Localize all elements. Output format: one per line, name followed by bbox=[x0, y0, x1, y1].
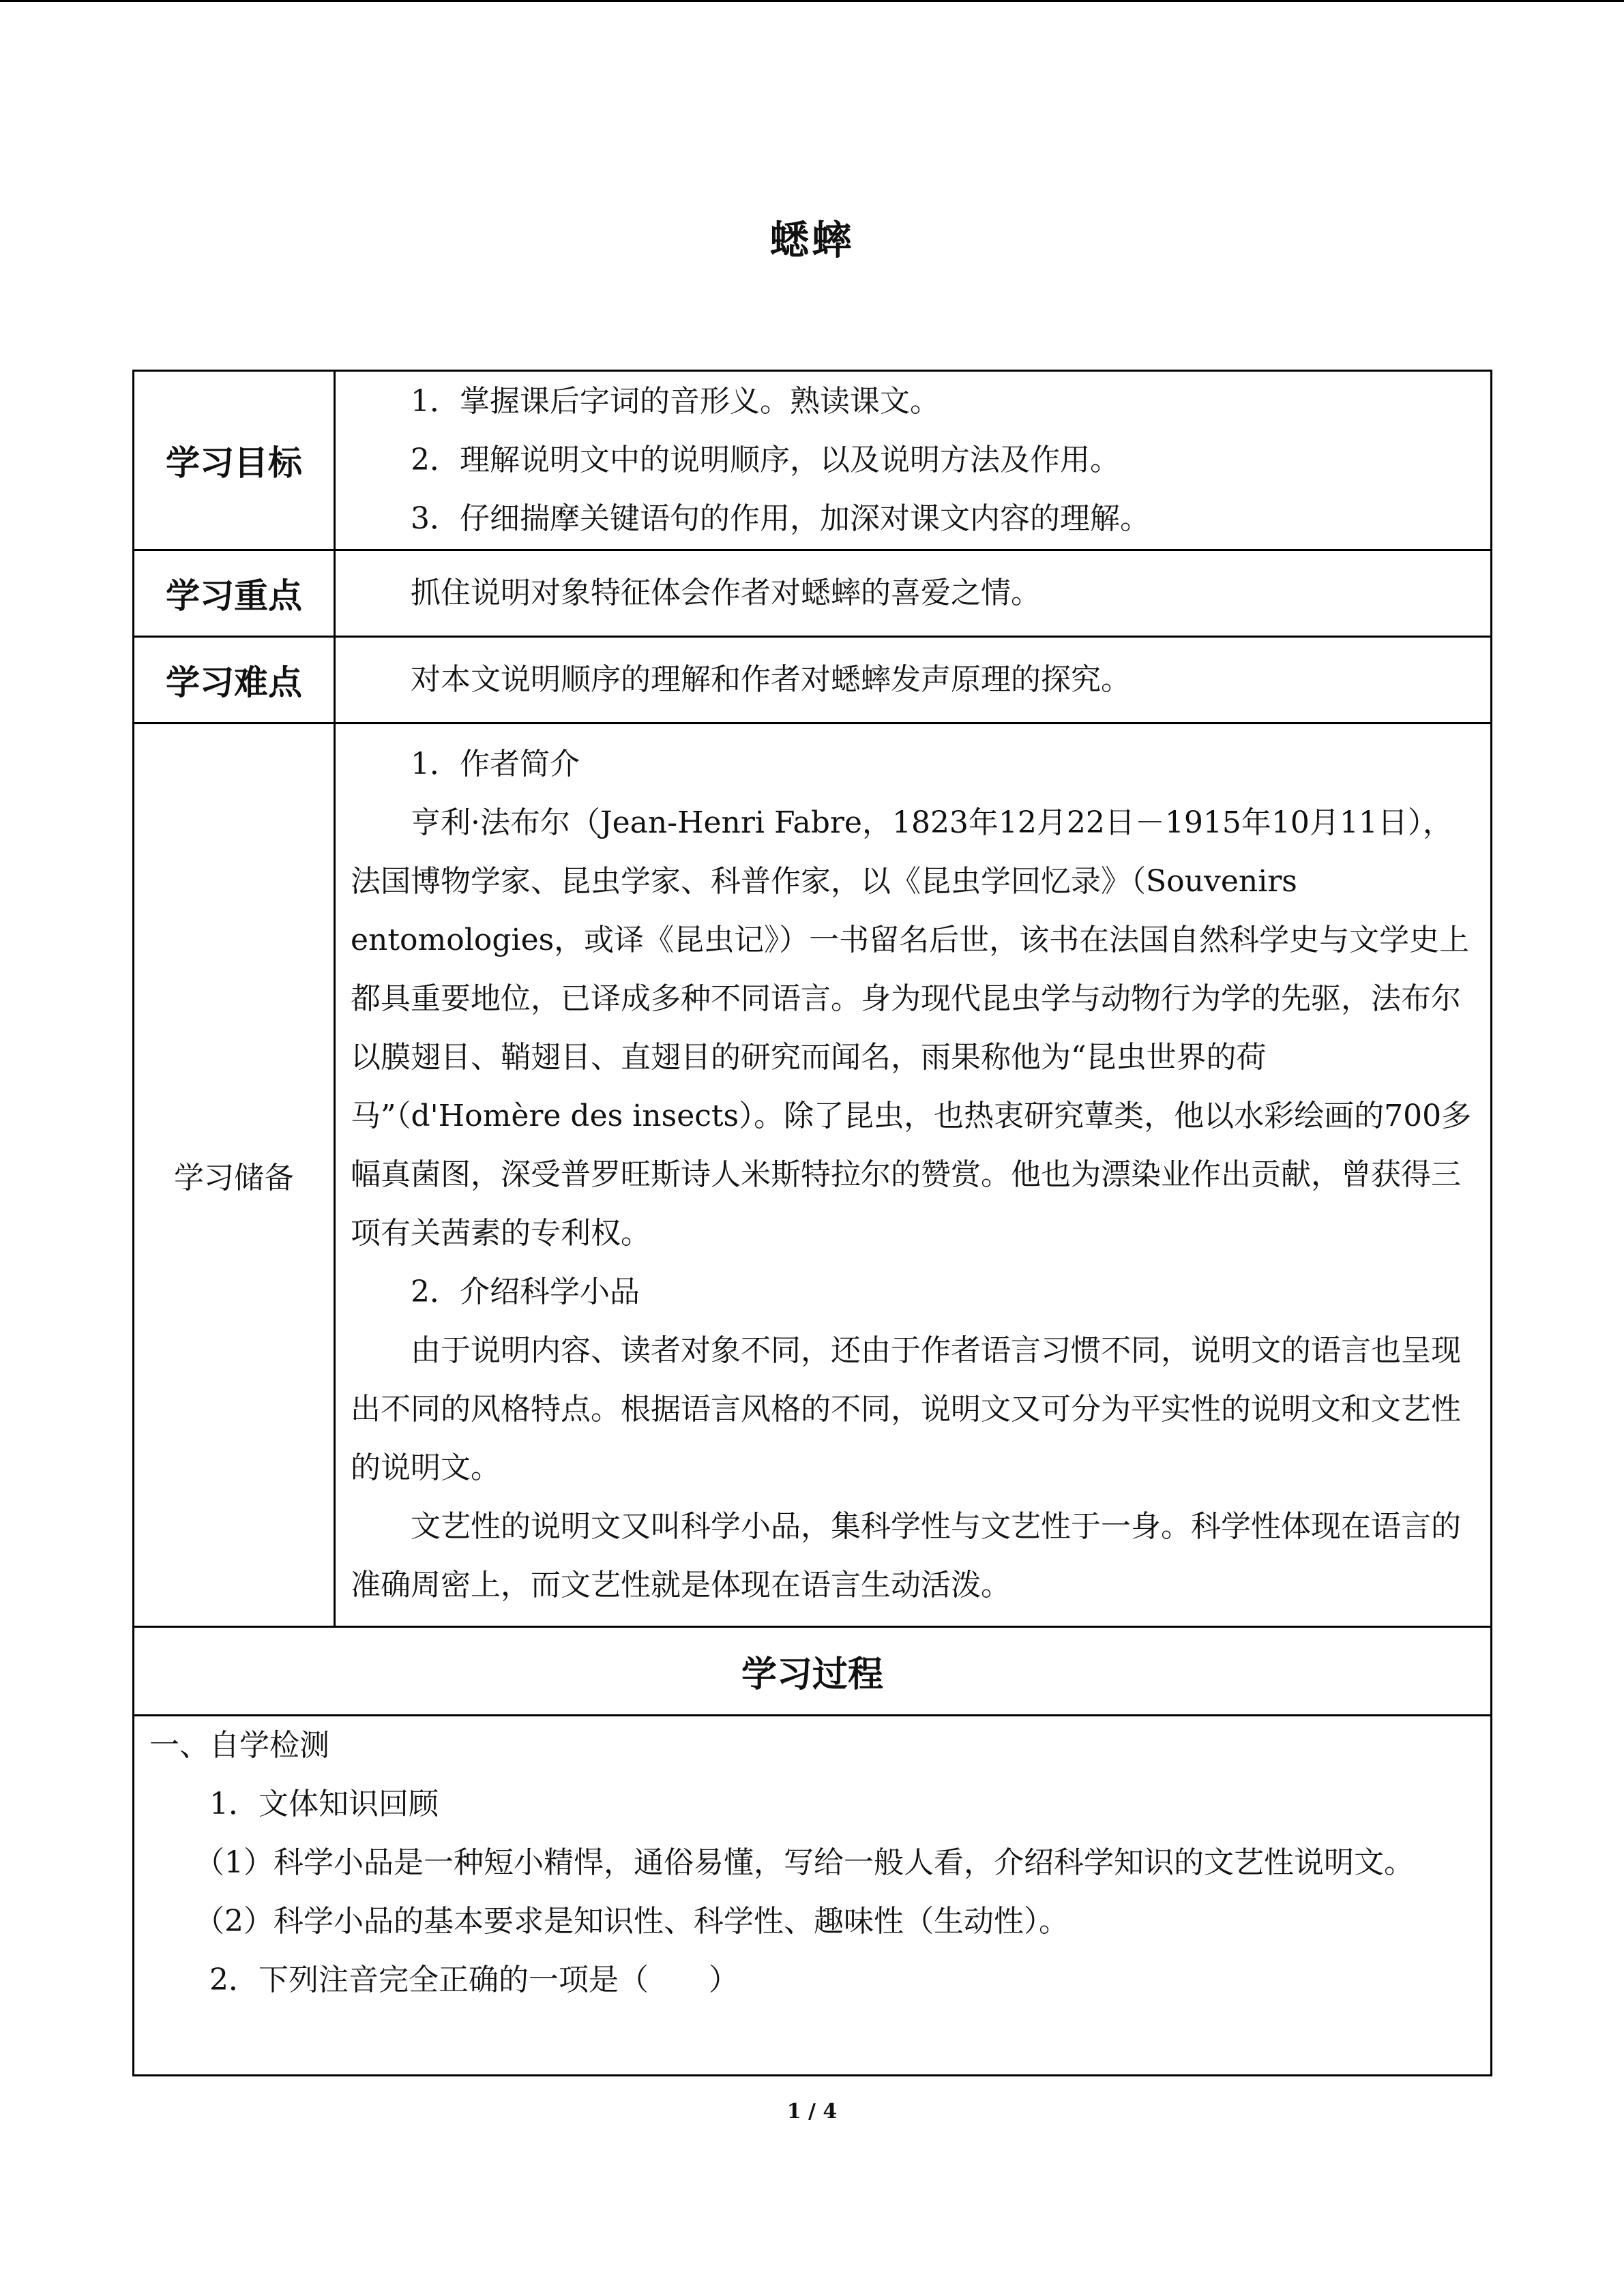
objectives-label: 学习目标 bbox=[134, 371, 335, 550]
focus-text: 抓住说明对象特征体会作者对蟋蟀的喜爱之情。 bbox=[411, 576, 1041, 610]
difficulty-text: 对本文说明顺序的理解和作者对蟋蟀发声原理的探究。 bbox=[411, 662, 1131, 697]
focus-content bbox=[335, 550, 1492, 637]
preparation-content bbox=[335, 724, 1492, 1627]
preparation-row bbox=[134, 724, 1492, 1627]
science-essay-heading: 2．介绍科学小品 bbox=[411, 1274, 640, 1309]
review-point: （2）科学小品的基本要求是知识性、科学性、趣味性（生动性）。 bbox=[194, 1904, 1069, 1939]
focus-label: 学习重点 bbox=[134, 550, 335, 637]
difficulty-label: 学习难点 bbox=[134, 637, 335, 724]
difficulty-row bbox=[134, 637, 1492, 724]
question-heading: 2．下列注音完全正确的一项是（ ） bbox=[209, 1963, 739, 1997]
science-essay-paragraph: 文艺性的说明文又叫科学小品，集科学性与文艺性于一身。科学性体现在语言的准确周密上，而文艺性就是体现在语言生动活泼。 bbox=[351, 1509, 1461, 1602]
objective-item: 1．掌握课后字词的音形义。熟读课文。 bbox=[411, 384, 940, 419]
process-content-row bbox=[134, 1716, 1492, 2076]
science-essay-paragraph: 由于说明内容、读者对象不同，还由于作者语言习惯不同，说明文的语言也呈现出不同的风格特点。根据语言风格的不同，说明文又可分为平实性的说明文和文艺性的说明文。 bbox=[351, 1333, 1461, 1485]
author-intro-heading: 1．作者简介 bbox=[411, 747, 580, 781]
objective-item: 3．仔细揣摩关键语句的作用，加深对课文内容的理解。 bbox=[411, 501, 1150, 536]
objectives-content bbox=[335, 371, 1492, 550]
preparation-label: 学习储备 bbox=[134, 724, 335, 1627]
question-heading: 1．文体知识回顾 bbox=[209, 1787, 439, 1821]
author-intro-paragraph: 亨利·法布尔（Jean-Henri Fabre，1823年12月22日－1915年10月11日），法国博物学家、昆虫学家、科普作家，以《昆虫学回忆录》（Souvenirs entomologies，或译《昆虫记》）一书留名后世，该书在法国自然科学史与文学史上都具重要地位，已译成多种不同语言。身为现代昆虫学与动物行为学的先驱，法布尔以膜翅目、鞘翅目、直翅目的研究而闻名，雨果称他为“昆虫世界的荷马”（d'Homère des insects）。除了昆虫，也热衷研究蕈类，他以水彩绘画的700多幅真菌图，深受普罗旺斯诗人米斯特拉尔的赞赏。他也为漂染业作出贡献，曾获得三项有关茜素的专利权。 bbox=[351, 805, 1472, 1251]
process-header-row bbox=[134, 1627, 1492, 1716]
objective-item: 2．理解说明文中的说明顺序，以及说明方法及作用。 bbox=[411, 443, 1120, 477]
difficulty-content bbox=[335, 637, 1492, 724]
objectives-row bbox=[134, 371, 1492, 550]
top-border-line bbox=[0, 0, 1624, 2]
lesson-plan-table bbox=[132, 370, 1492, 2076]
self-test-heading: 一、自学检测 bbox=[149, 1728, 329, 1763]
page-number: 1 / 4 bbox=[786, 2100, 838, 2123]
focus-row bbox=[134, 550, 1492, 637]
review-point: （1）科学小品是一种短小精悍，通俗易懂，写给一般人看，介绍科学知识的文艺性说明文。 bbox=[194, 1845, 1414, 1880]
process-section-title: 学习过程 bbox=[134, 1627, 1492, 1716]
process-content bbox=[134, 1716, 1492, 2076]
document-title: 蟋蟀 bbox=[769, 217, 855, 263]
